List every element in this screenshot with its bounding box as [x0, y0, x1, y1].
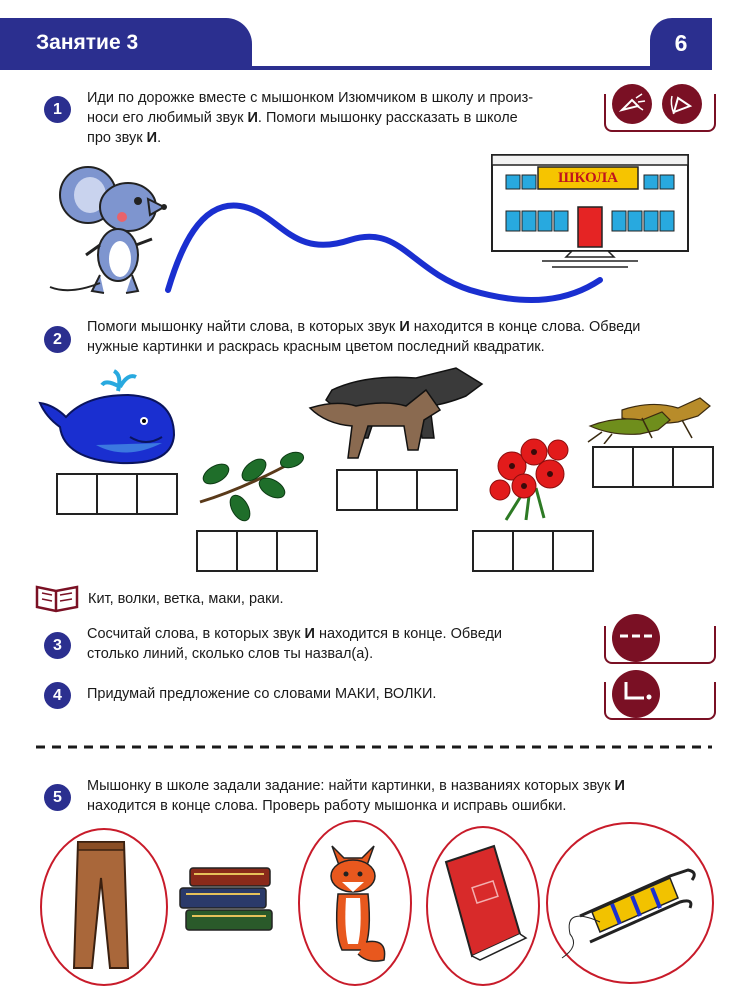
word-boxes-crayfish[interactable] — [592, 446, 714, 488]
task-5-badge: 5 — [44, 784, 71, 811]
task-3-badge: 3 — [44, 632, 71, 659]
task-3-text: Сосчитай слова, в которых звук И находится в конце. Обведи столько линий, сколько слов ты назвал(а). — [87, 626, 503, 662]
wolves-image — [306, 360, 492, 464]
school-building-image — [490, 153, 690, 271]
task-1-text: Иди по дорожке вместе с мышонком Изюмчиком в школу и произ- носи его любимый звук И. Помоги мышонку рассказать в школе про звук И. — [87, 90, 534, 146]
whale-image — [36, 365, 178, 469]
reading-words: Кит, волки, ветка, маки, раки. — [88, 591, 284, 607]
books-image — [176, 864, 278, 934]
task-2-badge: 2 — [44, 326, 71, 353]
word-boxes-branch[interactable] — [196, 530, 318, 572]
word-boxes-poppies[interactable] — [472, 530, 594, 572]
task-4-text: Придумай предложение со словами МАКИ, ВОЛКИ. — [87, 686, 437, 702]
trousers-image — [70, 838, 132, 974]
fox-image — [318, 838, 388, 968]
crayfish-image — [582, 382, 716, 444]
sentence-icon — [604, 668, 716, 722]
sled-image — [560, 846, 700, 962]
dash-lines-icon — [604, 612, 716, 666]
task-1-badge: 1 — [44, 96, 71, 123]
book-icon — [34, 583, 80, 613]
word-boxes-wolves[interactable] — [336, 469, 458, 511]
task-2-text: Помоги мышонку найти слова, в которых звук И находится в конце слова. Обведи нужные картинки и раскрась красным цветом последний квадратик. — [87, 319, 641, 355]
school-sign: ШКОЛА — [558, 170, 618, 186]
word-boxes-whale[interactable] — [56, 473, 178, 515]
dashed-divider — [36, 742, 712, 752]
listen-speak-icon — [604, 82, 716, 134]
poppies-image — [486, 428, 574, 524]
branch-image — [196, 448, 308, 526]
header-line — [0, 66, 712, 70]
task-4-badge: 4 — [44, 682, 71, 709]
lesson-title: Занятие 3 — [36, 31, 139, 54]
book-image — [436, 842, 528, 962]
task-5-text: Мышонку в школе задали задание: найти картинки, в названиях которых звук И находится в конце слова. Проверь работу мышонка и исправь ошибки. — [87, 778, 625, 814]
page-number: 6 — [674, 30, 688, 56]
